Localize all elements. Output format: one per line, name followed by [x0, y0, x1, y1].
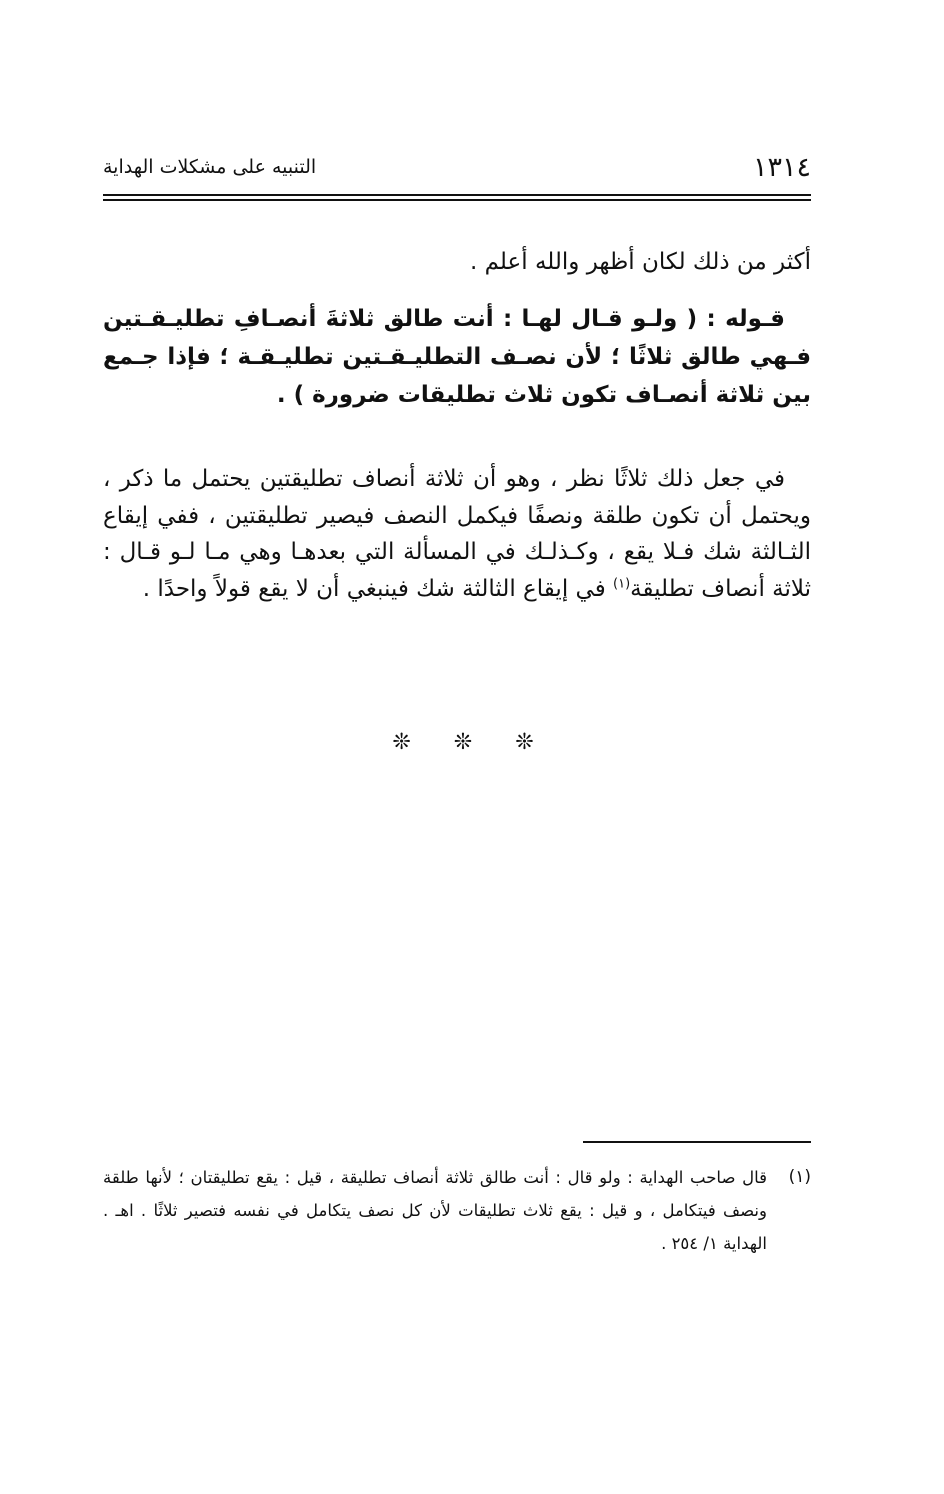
running-title: التنبيه على مشكلات الهداية	[103, 156, 317, 178]
footnote	[103, 1160, 811, 1260]
paragraph-continuation	[103, 244, 811, 280]
commentary-text-part-2: في إيقاع الثالثة شك فينبغي أن لا يقع قولاً واحدًا .	[142, 575, 613, 602]
footnote-text: قال صاحب الهداية : ولو قال : أنت طالق ثلاثة أنصاف تطليقة ، قيل : يقع تطليقتان ؛ لأنها طلقة ونصف فيتكامل ، و قيل : يقع ثلاث تطليقات لأن كل نصف يتكامل في نفسه فتصير ثلاثًا . اهـ . الهداية ١/ ٢٥٤ .	[103, 1168, 767, 1253]
section-separator: ❊ ❊ ❊	[392, 730, 552, 755]
footnote-marker: (١)	[788, 1167, 811, 1187]
page-header	[103, 150, 811, 190]
quoted-text: قـوله : ( ولـو قـال لهـا : أنت طالق ثلاثةَ أنصـافِ تطليـقـتين فـهي طالق ثلاثًا ؛ لأن نصـف التطليـقـتين تطليـقـة ؛ فإذا جـمع بين ثلاثة أنصـاف تكون ثلاث تطليقات ضرورة ) .	[103, 306, 811, 408]
header-double-rule	[103, 194, 811, 201]
paragraph-1-text: أكثر من ذلك لكان أظهر والله أعلم .	[469, 249, 811, 275]
commentary-paragraph	[103, 461, 811, 607]
page-number: ١٣١٤	[752, 152, 811, 183]
footnote-rule	[583, 1141, 811, 1143]
footnote-reference[interactable]: (١)	[613, 575, 631, 591]
commentary-text-part-1: في جعل ذلك ثلاثًا نظر ، وهو أن ثلاثة أنصاف تطليقتين يحتمل ما ذكر ، ويحتمل أن تكون طلقة ونصفًا فيكمل النصف فيصير تطليقتين ، ففي إيقاع الثـالثة شك فـلا يقع ، وكـذلـك في المسألة التي بعدهـا وهي مـا لـو قـال : ثلاثة أنصاف تطليقة	[103, 466, 811, 602]
quoted-text-paragraph	[103, 300, 811, 414]
